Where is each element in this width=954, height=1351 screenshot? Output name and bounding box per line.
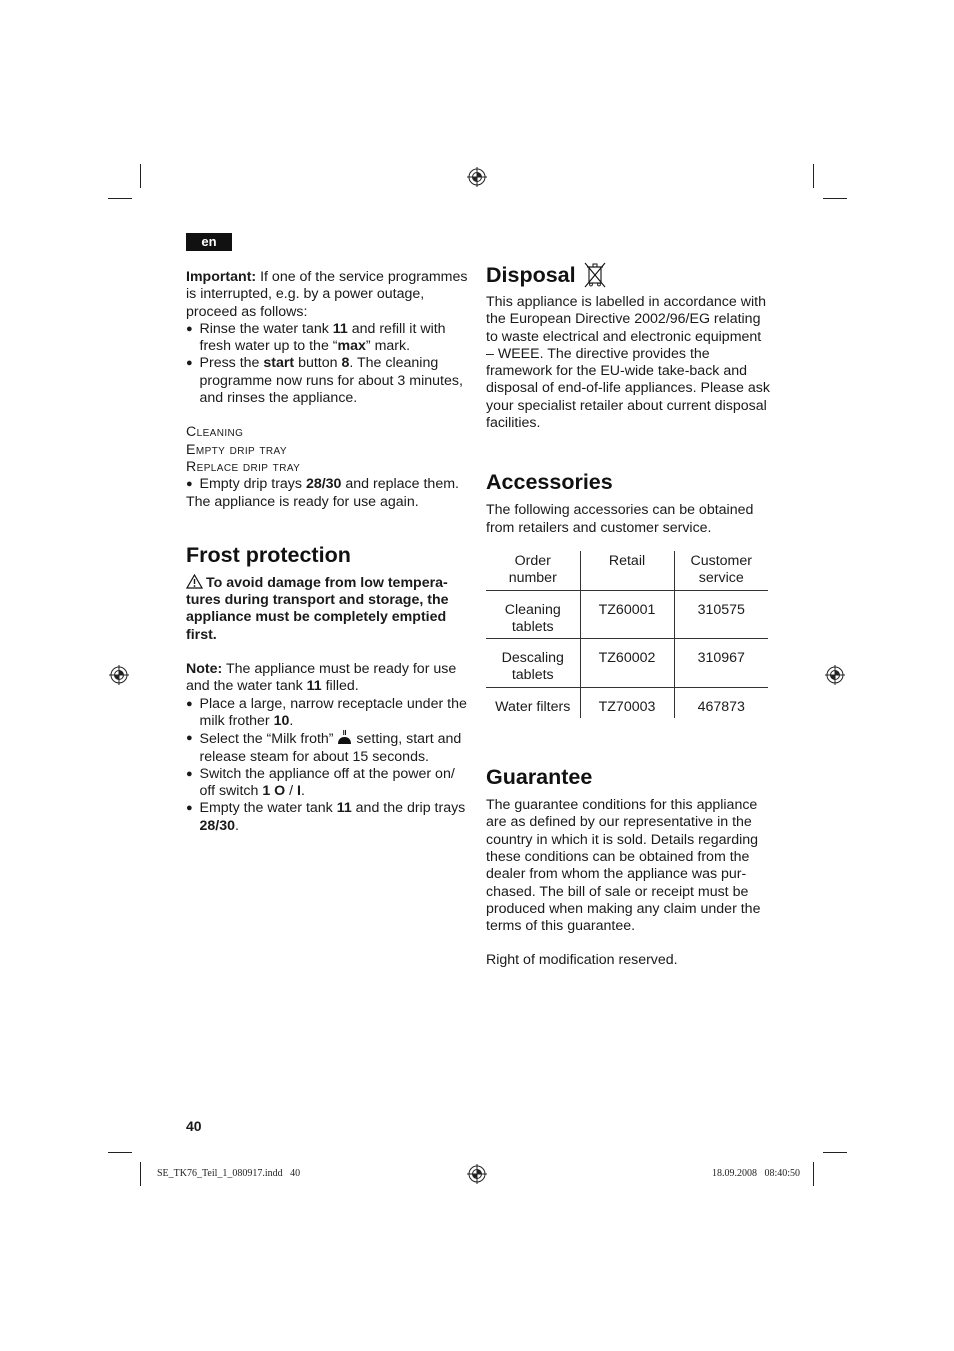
crop-mark <box>813 1162 814 1186</box>
ref-number: 11 <box>336 800 352 817</box>
crop-mark <box>140 164 141 188</box>
text: Empty the water tank <box>199 800 337 817</box>
start-label: start <box>263 355 295 372</box>
crop-mark <box>140 1162 141 1186</box>
display-text-cleaning: Cleaning <box>186 424 244 441</box>
table-cell: 467873 <box>697 698 745 715</box>
list-item <box>186 696 471 731</box>
crop-mark <box>813 164 814 188</box>
disposal-title: Disposal <box>486 263 576 287</box>
weee-bin-icon <box>584 262 606 288</box>
display-text-empty-drip: Empty drip tray <box>186 441 287 458</box>
text: button <box>294 355 342 372</box>
table-row <box>486 590 768 639</box>
table-cell: TZ70003 <box>580 687 674 718</box>
ref-number: 11 <box>332 320 348 337</box>
list-item <box>186 730 471 766</box>
table-cell: Water filters <box>486 687 580 718</box>
important-label: Important: <box>186 269 257 285</box>
table-header-row <box>486 551 768 590</box>
language-tab: en <box>186 233 232 251</box>
table-row <box>486 639 768 688</box>
ref-number: 28/30 <box>199 817 236 834</box>
list-item <box>186 476 471 493</box>
text: . <box>300 783 305 800</box>
list-item <box>186 800 471 835</box>
page-number: 40 <box>186 1118 202 1134</box>
text: ” mark. <box>365 338 411 355</box>
note-label: Note: <box>186 661 223 678</box>
text: Switch the appliance off at the power on/ off switch <box>199 765 455 800</box>
accessories-heading: Accessories <box>486 470 613 495</box>
text: Select the “Milk froth” <box>199 731 338 748</box>
guarantee-text: The guarantee conditions for this appliance are as defined by our representative in the country in which it is sold. Details regarding these conditions can be obtained from the dealer from whom the appliance was pur-chased. The bill of sale or receipt must be produced when making any claim under the terms of this guarantee. <box>486 797 761 935</box>
crop-mark <box>823 1152 847 1153</box>
table-cell: 310575 <box>674 590 768 639</box>
text: and replace them. <box>341 476 459 493</box>
frost-steps-list <box>186 696 471 835</box>
disposal-heading <box>486 262 771 288</box>
disposal-text: This appliance is labelled in accordance with the European Directive 2002/96/EG relating to waste electrical and electronic equipment – WEEE. The directive provides the framework for the EU-wide take-back and disposal of end-of-life appliances. Please ask your specialist retailer about current disposal facilities. <box>486 294 770 432</box>
text: Empty drip trays <box>199 476 306 493</box>
text: Press the <box>199 355 264 372</box>
ref-number: 10 <box>273 712 290 729</box>
list-item <box>186 321 471 356</box>
text: Place a large, narrow receptacle under the milk frother <box>199 695 467 729</box>
text: filled. <box>321 678 359 695</box>
slug-timestamp: 18.09.2008 08:40:50 <box>712 1168 801 1179</box>
table-row <box>486 687 768 718</box>
warning-triangle-icon <box>186 574 203 589</box>
warning-text: To avoid damage from low tempera-tures during transport and storage, the appliance must be completely emptied first. <box>186 574 449 643</box>
table-header: Customer service <box>674 551 768 590</box>
registration-mark-icon <box>825 665 845 685</box>
max-mark: max <box>337 338 366 355</box>
important-text: If one of the service programmes is interrupted, e.g. by a power outage, proceed as follows: <box>186 269 468 320</box>
crop-mark <box>108 1152 132 1153</box>
left-column <box>186 269 471 835</box>
list-item <box>186 766 471 801</box>
text: . The cleaning programme now runs for about 3 minutes, and rinses the appliance. <box>199 355 463 407</box>
text: and the drip trays <box>351 800 466 817</box>
registration-mark-icon <box>109 665 129 685</box>
note-paragraph <box>186 661 471 696</box>
slug-filename: SE_TK76_Teil_1_080917.indd 40 <box>157 1168 301 1179</box>
table-cell: TZ60002 <box>580 639 674 688</box>
accessories-table <box>486 551 768 718</box>
text: / <box>285 783 298 800</box>
display-text-replace-drip: Replace drip tray <box>186 458 301 475</box>
ref-number: 28/30 <box>305 476 342 493</box>
crop-mark <box>108 198 132 199</box>
frost-protection-heading: Frost protection <box>186 542 351 567</box>
service-steps-list <box>186 321 471 407</box>
registration-mark-icon <box>467 167 487 187</box>
table-cell: Cleaning tablets <box>486 590 580 639</box>
drip-list <box>186 476 471 493</box>
guarantee-heading: Guarantee <box>486 765 593 790</box>
text: . <box>235 817 239 834</box>
switch-label: 1 O <box>262 783 286 800</box>
switch-label: I <box>297 783 301 800</box>
registration-mark-icon <box>467 1164 487 1184</box>
ref-number: 11 <box>306 678 322 695</box>
table-cell: TZ60001 <box>580 590 674 639</box>
text: and refill it with fresh water up to the “ <box>199 320 446 355</box>
text: setting, start and release steam for about 15 seconds. <box>199 731 462 765</box>
important-paragraph <box>186 269 471 321</box>
crop-mark <box>823 198 847 199</box>
ref-number: 8 <box>341 355 350 372</box>
table-cell: Descaling tablets <box>486 639 580 688</box>
text: The appliance must be ready for use and the water tank <box>186 661 457 695</box>
text: Rinse the water tank <box>199 320 333 337</box>
table-cell: 310967 <box>674 639 768 688</box>
table-header: Order number <box>486 551 580 590</box>
ready-text: The appliance is ready for use again. <box>186 493 419 510</box>
warning-paragraph <box>186 574 471 644</box>
table-header: Retail <box>580 551 674 590</box>
milk-froth-icon <box>337 730 352 745</box>
right-column <box>486 262 771 970</box>
accessories-text: The following accessories can be obtained from retailers and customer service. <box>486 502 754 536</box>
modification-text: Right of modification reserved. <box>486 952 678 969</box>
text: . <box>289 712 294 729</box>
list-item <box>186 355 471 407</box>
